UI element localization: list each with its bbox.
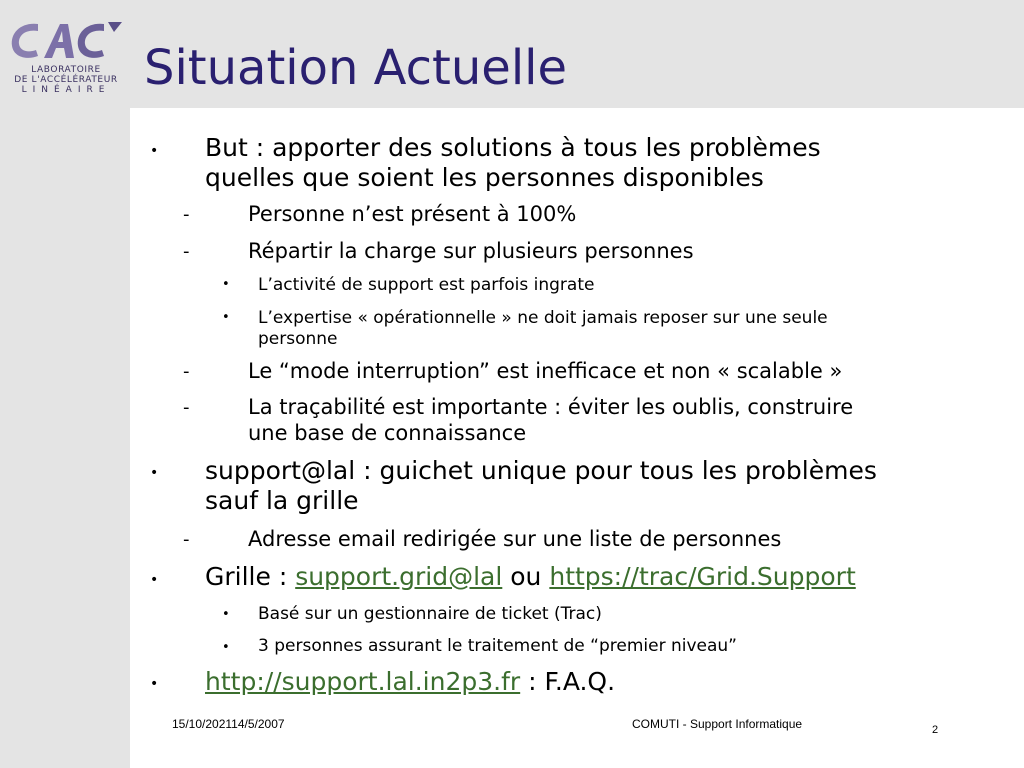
footer-date: 15/10/202114/5/2007 bbox=[172, 717, 285, 731]
logo-text-line-1: LABORATOIRE bbox=[31, 65, 101, 75]
bullet-icon: • bbox=[150, 465, 159, 481]
subsubpoint-4: 3 personnes assurant le traitement de “premier niveau” bbox=[258, 636, 737, 656]
footer-center-text: COMUTI - Support Informatique bbox=[632, 717, 803, 731]
lal-logo-icon bbox=[4, 18, 126, 64]
trac-grid-support-link[interactable]: https://trac/Grid.Support bbox=[549, 562, 856, 591]
subpoint-1: Personne n’est présent à 100% bbox=[248, 202, 577, 226]
bullet-icon: • bbox=[222, 640, 230, 655]
point-4 bbox=[205, 668, 615, 696]
dash-icon: - bbox=[183, 204, 190, 225]
subsubpoint-1: L’activité de support est parfois ingrate bbox=[258, 275, 595, 295]
support-grid-email-link[interactable]: support.grid@lal bbox=[295, 562, 503, 591]
subpoint-2: Répartir la charge sur plusieurs personnes bbox=[248, 239, 694, 263]
point-2-line-1: support@lal : guichet unique pour tous les problèmes bbox=[205, 456, 877, 485]
dash-icon: - bbox=[183, 241, 190, 262]
subpoint-4-line-1: La traçabilité est importante : éviter les oublis, construire bbox=[248, 395, 854, 419]
subsubpoint-3: Basé sur un gestionnaire de ticket (Trac) bbox=[258, 604, 602, 624]
bullet-icon: • bbox=[150, 143, 159, 159]
left-sidebar-band bbox=[0, 108, 130, 768]
point-1-line-1: But : apporter des solutions à tous les problèmes bbox=[205, 133, 821, 162]
point-1-line-2: quelles que soient les personnes disponibles bbox=[205, 163, 764, 192]
lal-logo bbox=[4, 18, 126, 94]
subpoint-3: Le “mode interruption” est inefficace et non « scalable » bbox=[248, 359, 843, 383]
subpoint-4-line-2: une base de connaissance bbox=[248, 421, 527, 445]
bullet-icon: • bbox=[222, 310, 230, 325]
point-4-suffix: : F.A.Q. bbox=[520, 667, 616, 696]
subsubpoint-2-line-2: personne bbox=[258, 329, 338, 349]
bullet-icon: • bbox=[222, 277, 230, 292]
bullet-icon: • bbox=[150, 676, 159, 692]
dash-icon: - bbox=[183, 529, 190, 550]
point-3-connector: ou bbox=[502, 562, 550, 591]
slide-title: Situation Actuelle bbox=[144, 40, 568, 96]
dash-icon: - bbox=[183, 397, 190, 418]
subsubpoint-2-line-1: L’expertise « opérationnelle » ne doit jamais reposer sur une seule bbox=[258, 308, 828, 328]
page-number: 2 bbox=[932, 724, 939, 736]
point-3-prefix: Grille : bbox=[205, 562, 296, 591]
logo-text-line-3: LINÉAIRE bbox=[21, 85, 111, 95]
logo-text-line-2: DE L'ACCÉLÉRATEUR bbox=[14, 75, 118, 85]
dash-icon: - bbox=[183, 361, 190, 382]
point-3 bbox=[205, 563, 856, 591]
bullet-icon: • bbox=[222, 607, 230, 622]
subpoint-5: Adresse email redirigée sur une liste de personnes bbox=[248, 527, 782, 551]
point-2-line-2: sauf la grille bbox=[205, 486, 359, 515]
bullet-icon: • bbox=[150, 572, 159, 588]
support-lal-faq-link[interactable]: http://support.lal.in2p3.fr bbox=[205, 667, 521, 696]
